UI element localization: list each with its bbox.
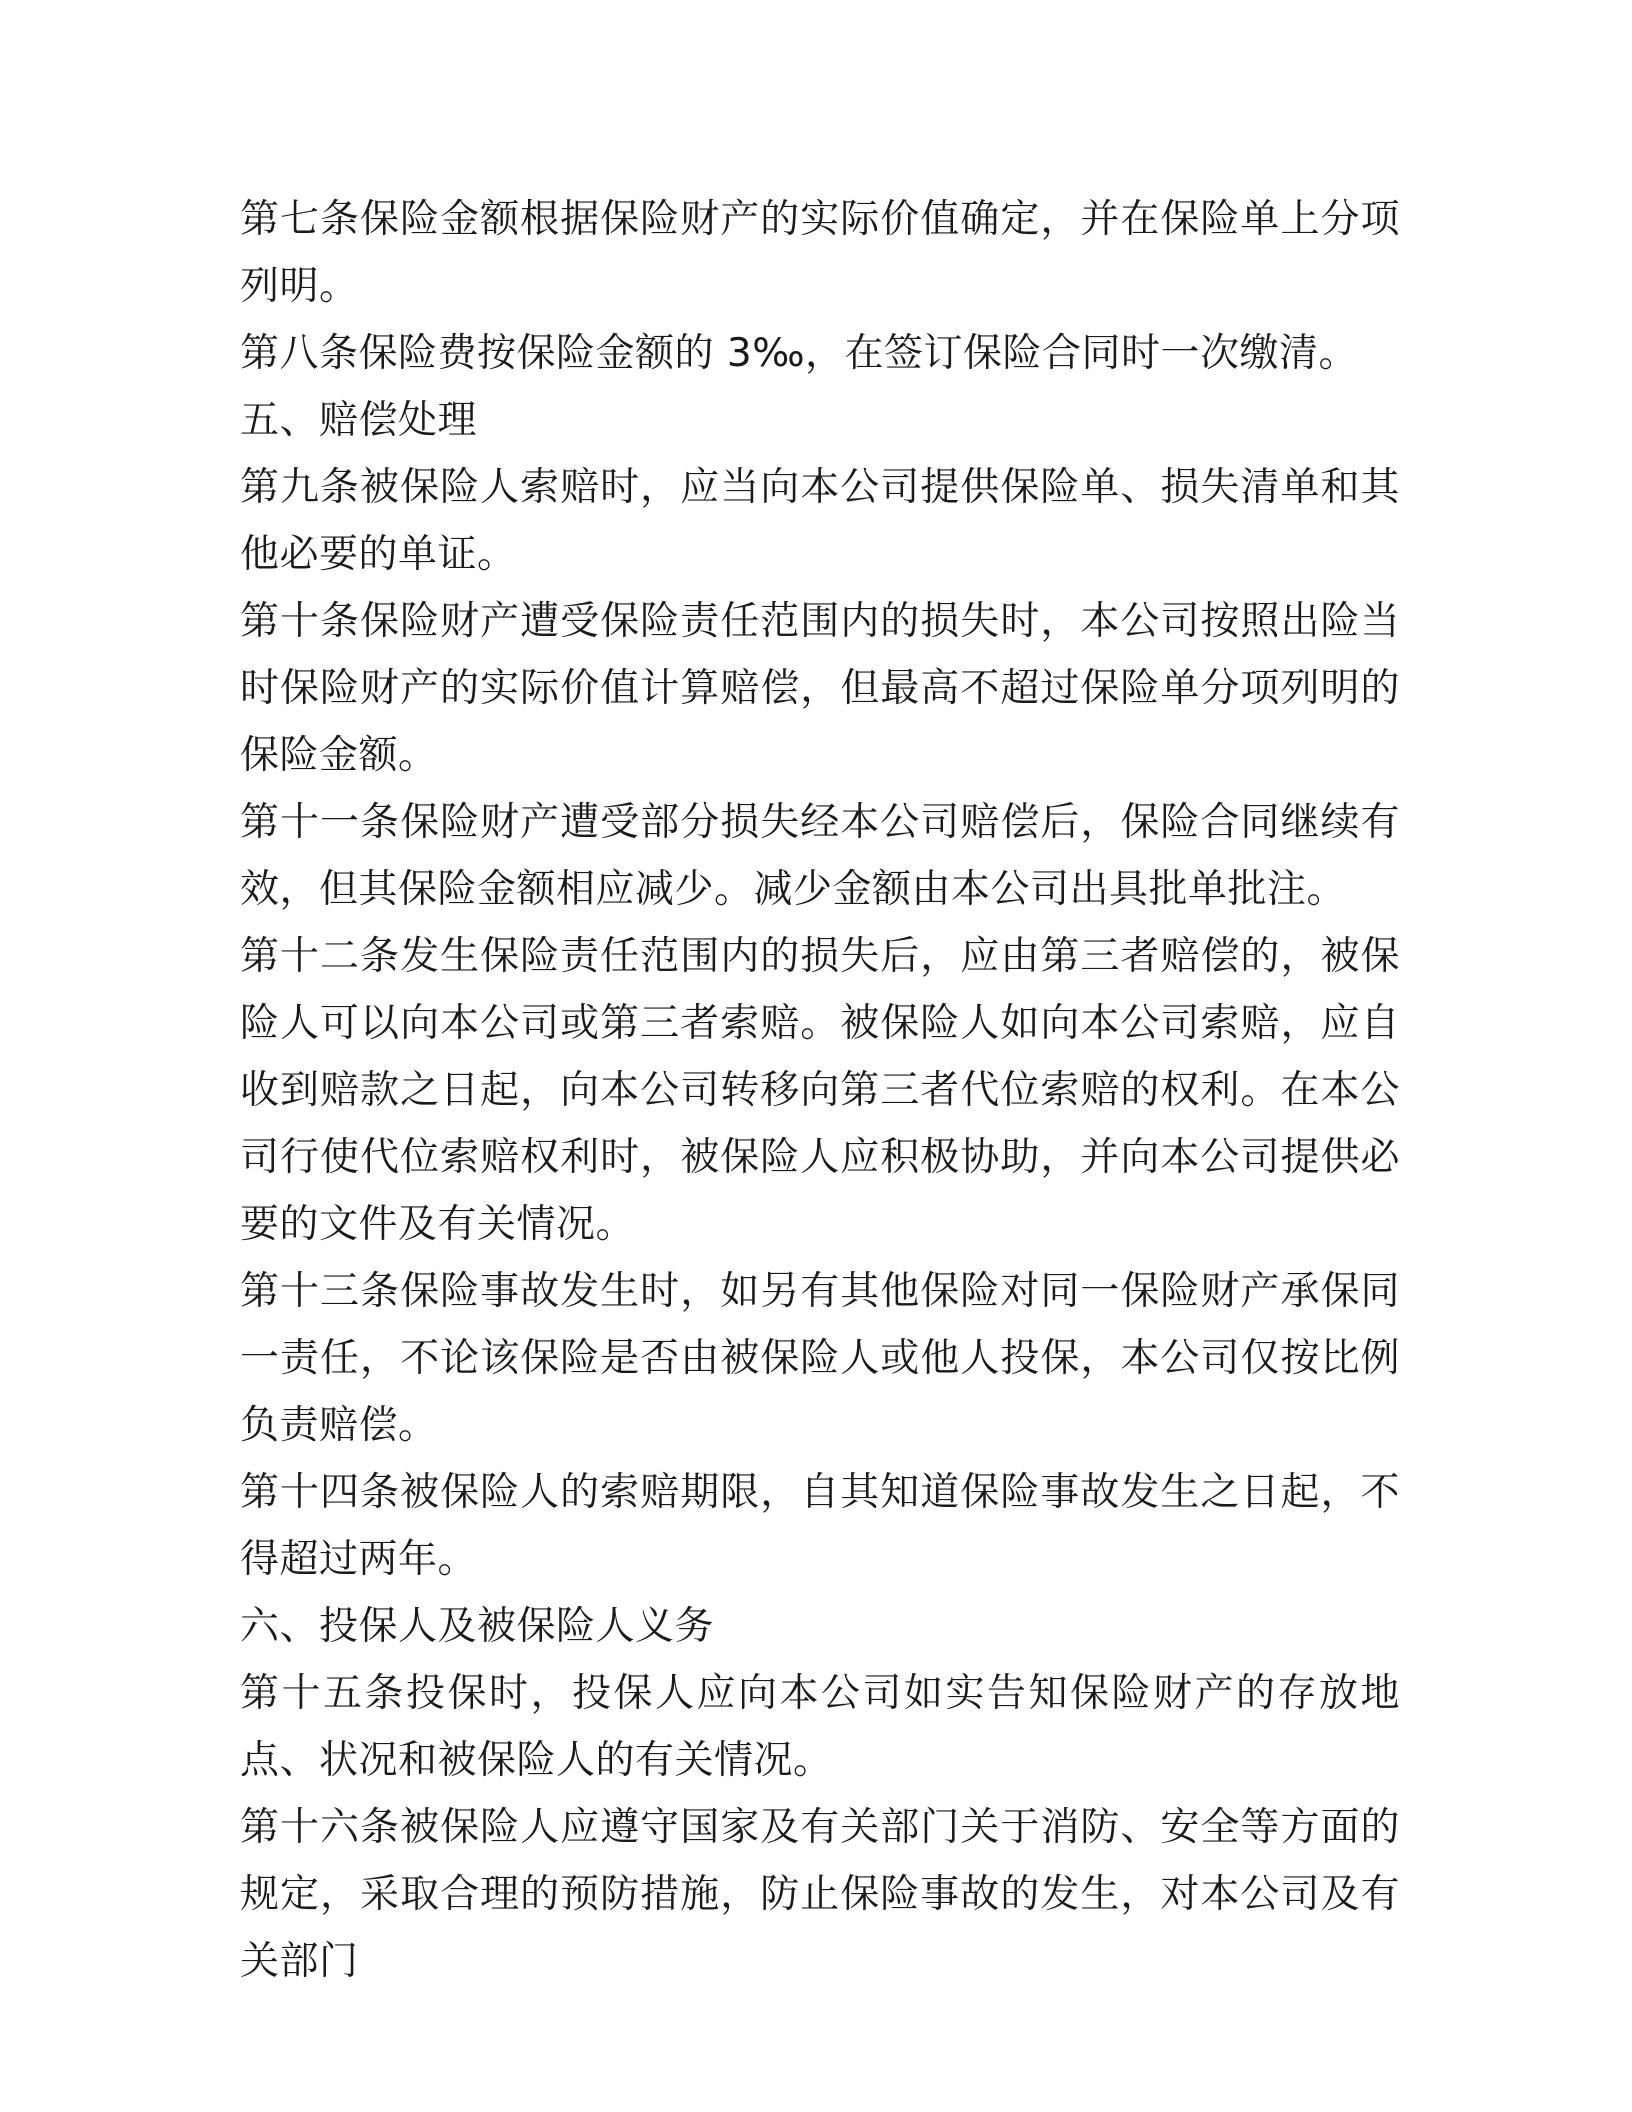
article-10: 第十条保险财产遭受保险责任范围内的损失时，本公司按照出险当时保险财产的实际价值计算赔偿，但最高不超过保险单分项列明的保险金额。 [240,599,1400,778]
article-14: 第十四条被保险人的索赔期限，自其知道保险事故发生之日起，不得超过两年。 [240,1470,1400,1582]
section-heading-obligations: 六、投保人及被保险人义务 [240,1604,715,1649]
section-heading-claims: 五、赔偿处理 [240,398,478,443]
article-12: 第十二条发生保险责任范围内的损失后，应由第三者赔偿的，被保险人可以向本公司或第三者索赔。被保险人如向本公司索赔，应自收到赔款之日起，向本公司转移向第三者代位索赔的权利。在本公司行使代位索赔权利时，被保险人应积极协助，并向本公司提供必要的文件及有关情况。 [240,934,1400,1247]
article-11: 第十一条保险财产遭受部分损失经本公司赔偿后，保险合同继续有效，但其保险金额相应减少。减少金额由本公司出具批单批注。 [240,800,1400,912]
article-16: 第十六条被保险人应遵守国家及有关部门关于消防、安全等方面的规定，采取合理的预防措施，防止保险事故的发生，对本公司及有关部门 [240,1805,1400,1984]
document-page [240,186,1400,1995]
article-9: 第九条被保险人索赔时，应当向本公司提供保险单、损失清单和其他必要的单证。 [240,465,1400,577]
article-13: 第十三条保险事故发生时，如另有其他保险对同一保险财产承保同一责任，不论该保险是否由被保险人或他人投保，本公司仅按比例负责赔偿。 [240,1269,1400,1448]
article-7: 第七条保险金额根据保险财产的实际价值确定，并在保险单上分项列明。 [240,197,1400,309]
article-15: 第十五条投保时，投保人应向本公司如实告知保险财产的存放地点、状况和被保险人的有关情况。 [240,1671,1400,1783]
article-8: 第八条保险费按保险金额的 3‰，在签订保险合同时一次缴清。 [240,331,1359,376]
